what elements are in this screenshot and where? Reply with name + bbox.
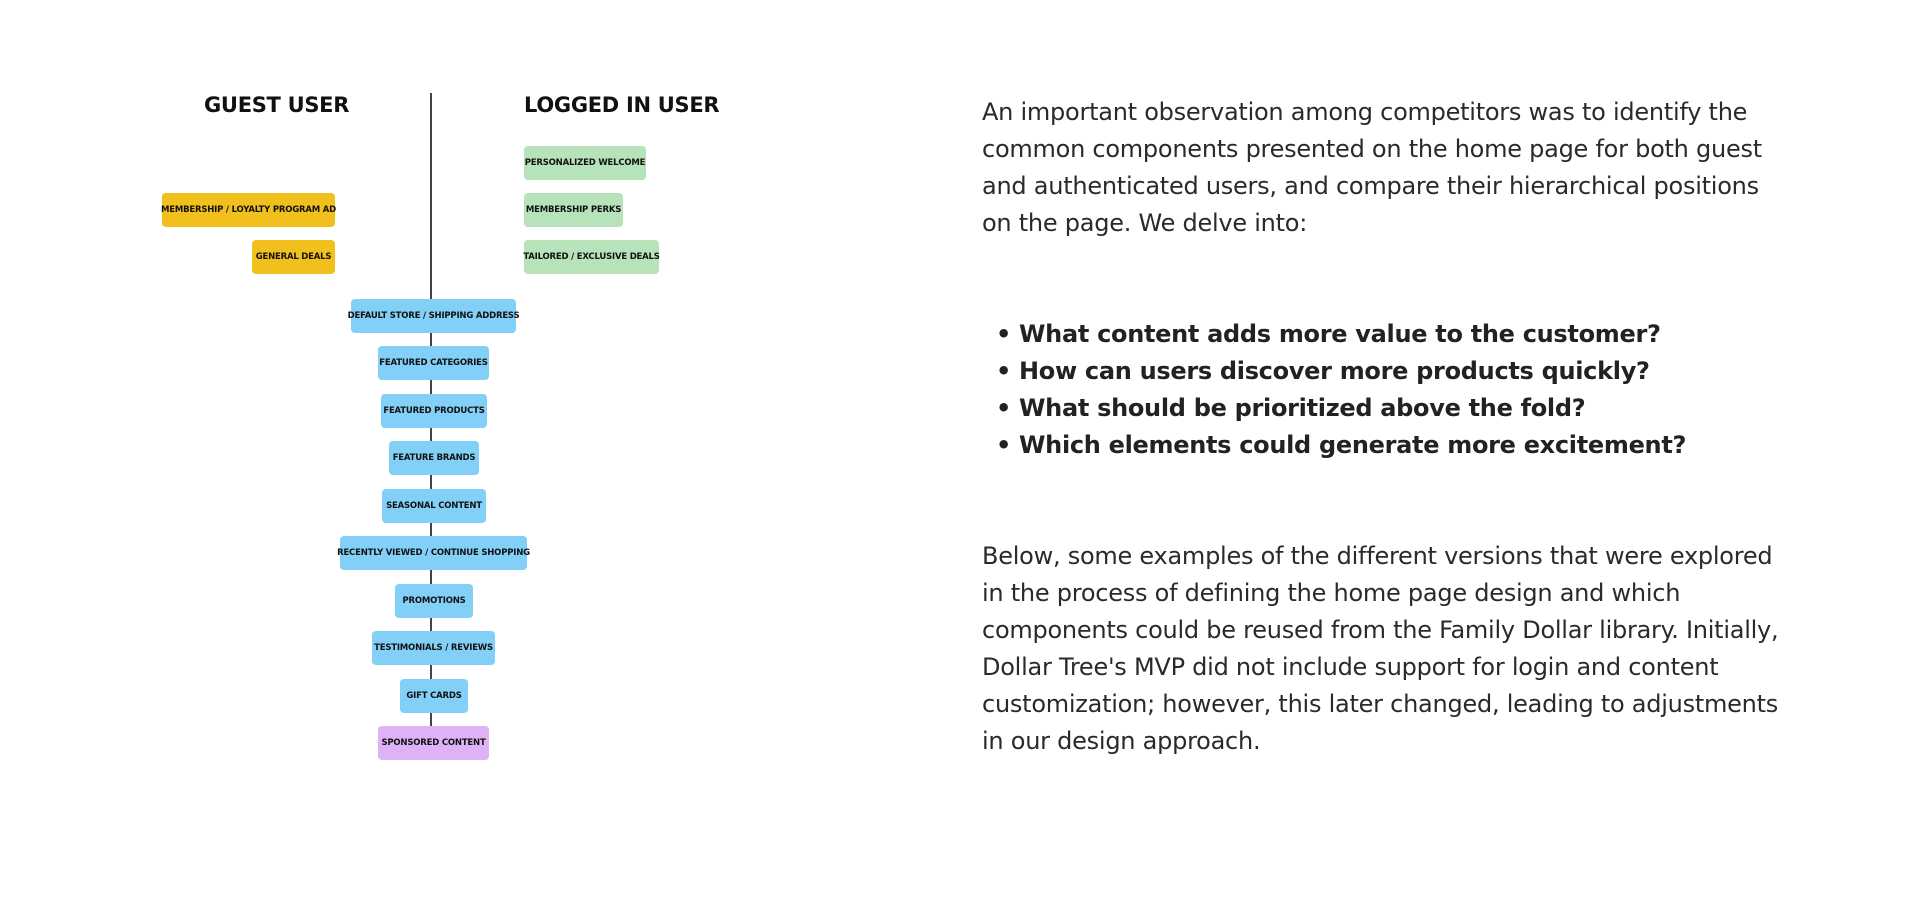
guest-item-general-deals: GENERAL DEALS [252, 240, 335, 274]
question-text: How can users discover more products quickly? [1019, 357, 1650, 385]
logged-item-tailored-deals: TAILORED / EXCLUSIVE DEALS [524, 240, 659, 274]
shared-item-gift-cards: GIFT CARDS [400, 679, 468, 713]
shared-item-featured-products: FEATURED PRODUCTS [381, 394, 487, 428]
bullet-icon: • [996, 431, 1012, 459]
bullet-icon: • [996, 394, 1012, 422]
logged-in-user-heading: LOGGED IN USER [524, 93, 720, 117]
description-column [982, 94, 1782, 755]
shared-item-featured-categories: FEATURED CATEGORIES [378, 346, 489, 380]
question-text: What content adds more value to the customer? [1019, 320, 1661, 348]
shared-item-recently-viewed: RECENTLY VIEWED / CONTINUE SHOPPING [340, 536, 527, 570]
logged-item-membership-perks: MEMBERSHIP PERKS [524, 193, 623, 227]
question-item [996, 316, 1796, 353]
closing-paragraph: Below, some examples of the different versions that were explored in the process of defining the home page design and which components could be reused from the Family Dollar library. Initially, Dollar Tree's MVP did not include support for login and content customization; however, this later changed, leading to adjustments in our design approach. [982, 542, 1779, 755]
shared-item-testimonials: TESTIMONIALS / REVIEWS [372, 631, 495, 665]
intro-paragraph: An important observation among competitors was to identify the common components presented on the home page for both guest and authenticated users, and compare their hierarchical positions on the page. We delve into: [982, 98, 1762, 237]
question-text: What should be prioritized above the fold? [1019, 394, 1586, 422]
shared-item-promotions: PROMOTIONS [395, 584, 473, 618]
bullet-icon: • [996, 357, 1012, 385]
question-text: Which elements could generate more excitement? [1019, 431, 1687, 459]
guest-item-membership-ad: MEMBERSHIP / LOYALTY PROGRAM AD [162, 193, 335, 227]
question-item [996, 390, 1796, 427]
shared-item-feature-brands: FEATURE BRANDS [389, 441, 479, 475]
logged-item-personalized-welcome: PERSONALIZED WELCOME [524, 146, 646, 180]
question-list [996, 316, 1796, 464]
shared-item-sponsored-content: SPONSORED CONTENT [378, 726, 489, 760]
question-item [996, 427, 1796, 464]
question-item [996, 353, 1796, 390]
bullet-icon: • [996, 320, 1012, 348]
shared-item-default-store: DEFAULT STORE / SHIPPING ADDRESS [351, 299, 516, 333]
shared-item-seasonal-content: SEASONAL CONTENT [382, 489, 486, 523]
guest-user-heading: GUEST USER [204, 93, 350, 117]
